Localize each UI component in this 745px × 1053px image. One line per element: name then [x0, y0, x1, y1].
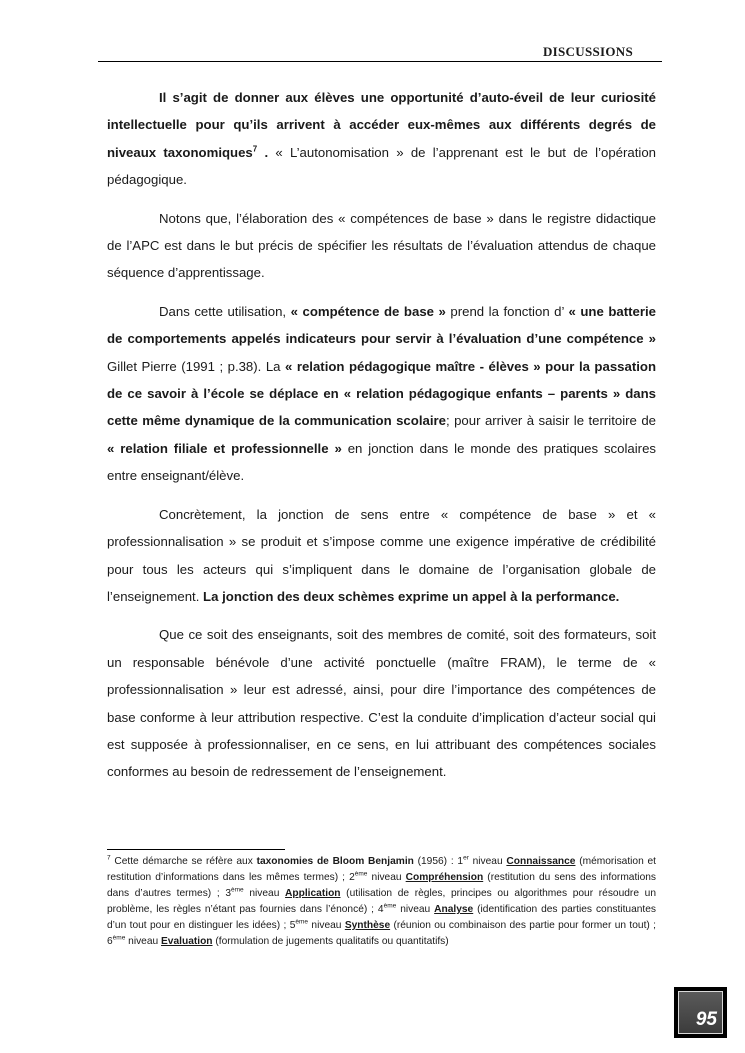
page-number: 95 [695, 1009, 717, 1030]
page-number-box [674, 987, 727, 1038]
paragraph-3 [107, 298, 656, 490]
text-run: Cette démarche se réfère aux [110, 856, 257, 867]
taxonomy-level-term: Application [285, 888, 341, 899]
superscript: er [463, 854, 469, 862]
text-run: Concrètement, la jonction de sens entre « compétence de base » et « professionnalisation » se produit et s’impose comme une exigence impérative de crédibilité pour tous les acteurs qui s’impliquent dans le domaine de l’organisation globale de l’enseignement. [107, 506, 656, 604]
text-run: (restitution du sens des informations dans d’autres termes) ; 3 [107, 872, 656, 899]
text-run: en jonction dans le monde des pratiques scolaires entre enseignant/élève. [107, 440, 656, 484]
bold-text: taxonomies de Bloom Benjamin [256, 856, 414, 867]
running-header-title: DISCUSSIONS [542, 44, 633, 59]
superscript: ème [383, 902, 397, 910]
footnote-rule [107, 849, 285, 850]
paragraph-1 [107, 84, 656, 194]
text-run: niveau [396, 904, 435, 915]
header-rule [98, 61, 662, 62]
text-run: (identification des parties constituantes d’un tout pour en distinguer les idées) ; 5 [107, 904, 656, 931]
body-text [107, 84, 656, 797]
text-run: prend la fonction d’ [445, 303, 569, 319]
text-run: Notons que, l’élaboration des « compétences de base » dans le registre didactique de l’APC est dans le but précis de spécifier les résultats de l’évaluation attendus de chaque séquence d’apprentissage. [107, 210, 656, 281]
text-run: Dans cette utilisation, [159, 303, 291, 319]
bold-text: . [257, 144, 276, 160]
taxonomy-level-term: Analyse [434, 904, 474, 915]
text-run: niveau [468, 856, 507, 867]
bold-text: « une batterie de comportements appelés indicateurs pour servir à l’évaluation d’une compétence » [107, 303, 656, 347]
bold-text: « compétence de base » [290, 303, 446, 319]
text-run: (formulation de jugements qualitatifs ou quantitatifs) [212, 936, 449, 947]
superscript: ème [295, 918, 309, 926]
text-run: niveau [243, 888, 286, 899]
taxonomy-level-term: Compréhension [405, 872, 484, 883]
text-run: Gillet Pierre (1991 ; p.38). La [107, 358, 285, 374]
text-run: (réunion ou combinaison des partie pour former un tout) ; 6 [107, 920, 656, 947]
paragraph-2 [107, 205, 656, 287]
footnote-7 [107, 854, 656, 950]
text-run: (mémorisation et restitution d’informations dans les mêmes termes) ; 2 [107, 856, 657, 883]
taxonomy-level-term: Synthèse [344, 920, 391, 931]
text-run: « L’autonomisation » de l’apprenant est le but de l’opération pédagogique. [107, 144, 656, 188]
text-run: Que ce soit des enseignants, soit des membres de comité, soit des formateurs, soit un responsable bénévole d’une activité ponctuelle (maître FRAM), le terme de « professionnalisation » leur est adressé, ainsi, pour dire l’importance des compétences de base conforme à leur attribution respective. C’est la conduite d’implication d’acteur social qui est supposée à professionnaliser, en ce sens, en lui attribuant des compétences sociales conformes au besoin de redressement de l’enseignement. [107, 627, 656, 780]
superscript: ème [112, 934, 126, 942]
page-number-box-inner [678, 991, 723, 1034]
superscript: ème [354, 870, 368, 878]
bold-text: « relation pédagogique maître - élèves » pour la passation de ce savoir à l’école se déplace en « relation pédagogique enfants – parents » dans cette même dynamique de la communication scolaire [107, 358, 656, 429]
text-run: ; pour arriver à saisir le territoire de [445, 413, 656, 429]
text-run: niveau [367, 872, 406, 883]
taxonomy-level-term: Evaluation [161, 936, 213, 947]
taxonomy-level-term: Connaissance [506, 856, 576, 867]
bold-text: « relation filiale et professionnelle » [107, 440, 342, 456]
text-run: niveau [125, 936, 162, 947]
superscript: ème [231, 886, 244, 894]
text-run: (1956) : 1 [413, 856, 464, 867]
paragraph-5 [107, 621, 656, 785]
superscript: 7 [107, 854, 111, 862]
bold-text: La jonction des deux schèmes exprime un appel à la performance. [203, 588, 620, 604]
text-run: (utilisation de règles, principes ou algorithmes pour résoudre un problème, les règles n’étant pas fournies dans l’énoncé) ; 4 [107, 888, 656, 915]
superscript: 7 [252, 144, 258, 154]
paragraph-4 [107, 501, 656, 611]
bold-text: Il s’agit de donner aux élèves une opportunité d’auto-éveil de leur curiosité intellectuelle pour qu’ils arrivent à accéder eux-mêmes aux différents degrés de niveaux taxonomiques [107, 90, 656, 160]
text-run: niveau [308, 920, 345, 931]
